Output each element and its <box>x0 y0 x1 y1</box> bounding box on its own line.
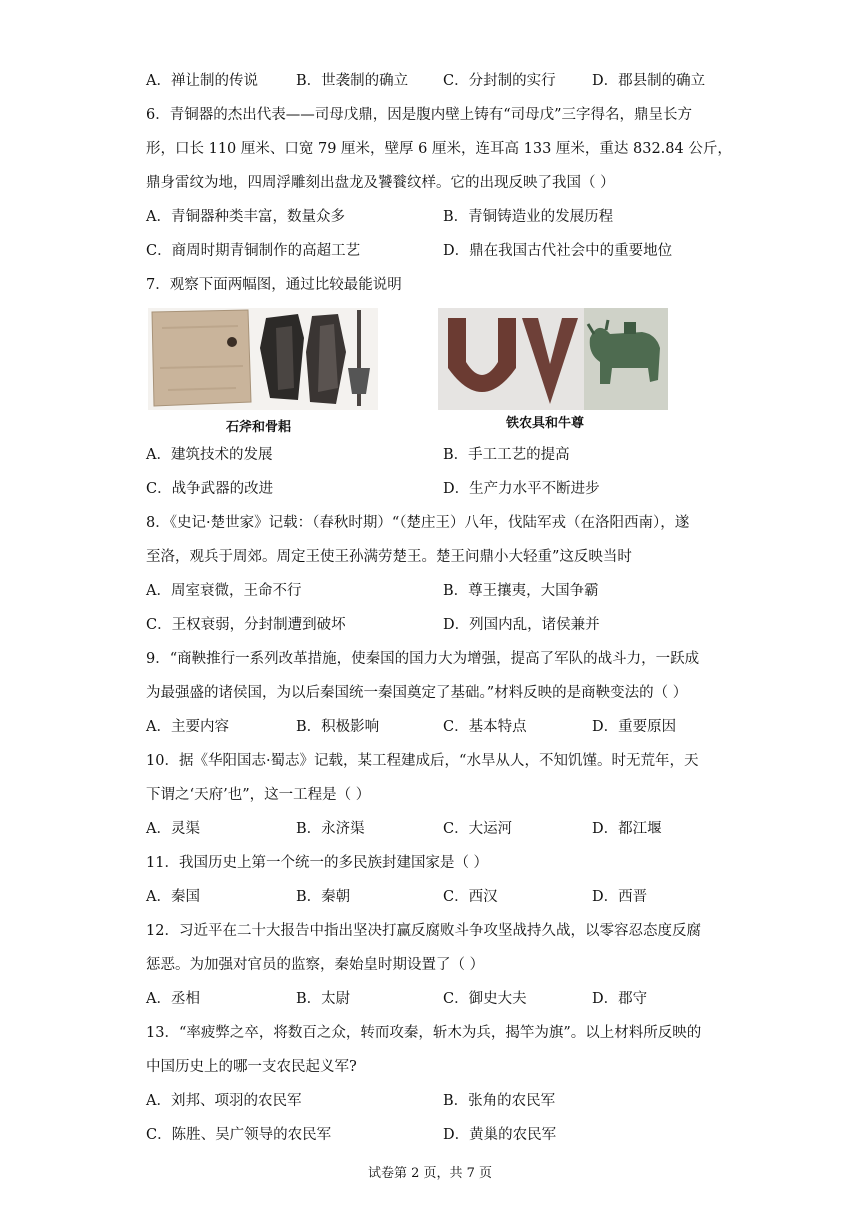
q8-stem-line-2: 至洛，观兵于周郊。周定王使王孙满劳楚王。楚王问鼎小大轻重”这反映当时 <box>146 549 632 565</box>
q9-stem-line-2: 为最强盛的诸侯国，为以后秦国统一秦国奠定了基础。”材料反映的是商鞅变法的（ ） <box>146 685 688 701</box>
q9-stem-line-1: 9．“商鞅推行一系列改革措施，使秦国的国力大为增强，提高了军队的战斗力，一跃成 <box>146 651 700 667</box>
q12-option-d: D．郡守 <box>592 991 648 1007</box>
q10-stem-line-1: 10．据《华阳国志·蜀志》记载，某工程建成后，“水旱从人，不知饥馑。时无荒年，天 <box>146 753 699 769</box>
q9-option-a: A．主要内容 <box>146 719 229 735</box>
q12-stem-line-2: 惩恶。为加强对官员的监察，秦始皇时期设置了（ ） <box>146 957 485 973</box>
stone-axe-shape <box>152 310 251 406</box>
q8-option-d: D．列国内乱，诸侯兼并 <box>443 617 600 633</box>
q9-option-b: B．积极影响 <box>296 719 380 735</box>
q6-option-a: A．青铜器种类丰富，数量众多 <box>146 209 345 225</box>
q5-option-d: D．郡县制的确立 <box>592 73 706 89</box>
q9-option-d: D．重要原因 <box>592 719 677 735</box>
q11-stem-line-1: 11．我国历史上第一个统一的多民族封建国家是（ ） <box>146 855 489 871</box>
q13-stem-line-1: 13．“率疲弊之卒，将数百之众，转而攻秦，斩木为兵，揭竿为旗”。以上材料所反映的 <box>146 1025 702 1041</box>
q10-option-d: D．都江堰 <box>592 821 662 837</box>
q8-option-a: A．周室衰微，王命不行 <box>146 583 302 599</box>
q6-stem-line-2: 形，口长 110 厘米、口宽 79 厘米，壁厚 6 厘米，连耳高 133 厘米，重达 832.84 公斤， <box>146 141 732 157</box>
page-footer: 试卷第 2 页，共 7 页 <box>367 1166 493 1181</box>
q13-option-d: D．黄巢的农民军 <box>443 1127 557 1143</box>
q7-option-a: A．建筑技术的发展 <box>146 447 273 463</box>
q10-option-a: A．灵渠 <box>146 821 200 837</box>
q11-option-c: C．西汉 <box>443 889 498 905</box>
q13-option-c: C．陈胜、吴广领导的农民军 <box>146 1127 332 1143</box>
q12-option-a: A．丞相 <box>146 991 200 1007</box>
q5-option-a: A．禅让制的传说 <box>146 73 258 89</box>
q8-option-c: C．王权衰弱，分封制遭到破坏 <box>146 617 346 633</box>
q13-option-a: A．刘邦、项羽的农民军 <box>146 1093 302 1109</box>
q5-option-b: B．世袭制的确立 <box>296 73 409 89</box>
q6-stem-line-1: 6．青铜器的杰出代表——司母戊鼎，因是腹内壁上铸有“司母戊”三字得名，鼎呈长方 <box>146 107 693 123</box>
q6-option-d: D．鼎在我国古代社会中的重要地位 <box>443 243 673 259</box>
q8-option-b: B．尊王攘夷，大国争霸 <box>443 583 599 599</box>
q12-stem-line-1: 12．习近平在二十大报告中指出坚决打赢反腐败斗争攻坚战持久战，以零容忍态度反腐 <box>146 923 701 939</box>
q6-option-c: C．商周时期青铜制作的高超工艺 <box>146 243 361 259</box>
q7-option-c: C．战争武器的改进 <box>146 481 274 497</box>
q7-option-d: D．生产力水平不断进步 <box>443 481 600 497</box>
q5-option-c: C．分封制的实行 <box>443 73 556 89</box>
q13-option-b: B．张角的农民军 <box>443 1093 556 1109</box>
q6-stem-line-3: 鼎身雷纹为地，四周浮雕刻出盘龙及饕餮纹样。它的出现反映了我国（ ） <box>146 175 615 191</box>
q7-option-b: B．手工工艺的提高 <box>443 447 570 463</box>
q11-option-a: A．秦国 <box>146 889 200 905</box>
q10-option-c: C．大运河 <box>443 821 513 837</box>
q13-stem-line-2: 中国历史上的哪一支农民起义军? <box>146 1059 357 1075</box>
q11-option-b: B．秦朝 <box>296 889 351 905</box>
q9-option-c: C．基本特点 <box>443 719 527 735</box>
q6-option-b: B．青铜铸造业的发展历程 <box>443 209 614 225</box>
q12-option-c: C．御史大夫 <box>443 991 527 1007</box>
axe-hole <box>227 337 237 347</box>
q10-option-b: B．永济渠 <box>296 821 365 837</box>
q7-stem-line-1: 7．观察下面两幅图，通过比较最能说明 <box>146 277 402 293</box>
q8-stem-line-1: 8．《史记·楚世家》记载：（春秋时期）“（楚庄王）八年，伐陆军戎（在洛阳西南），遂 <box>146 515 690 531</box>
q10-stem-line-2: 下谓之‘天府’也”，这一工程是（ ） <box>146 787 371 803</box>
caption-left: 石斧和骨耜 <box>226 420 292 435</box>
caption-right: 铁农具和牛尊 <box>506 416 585 431</box>
q12-option-b: B．太尉 <box>296 991 351 1007</box>
q11-option-d: D．西晋 <box>592 889 648 905</box>
